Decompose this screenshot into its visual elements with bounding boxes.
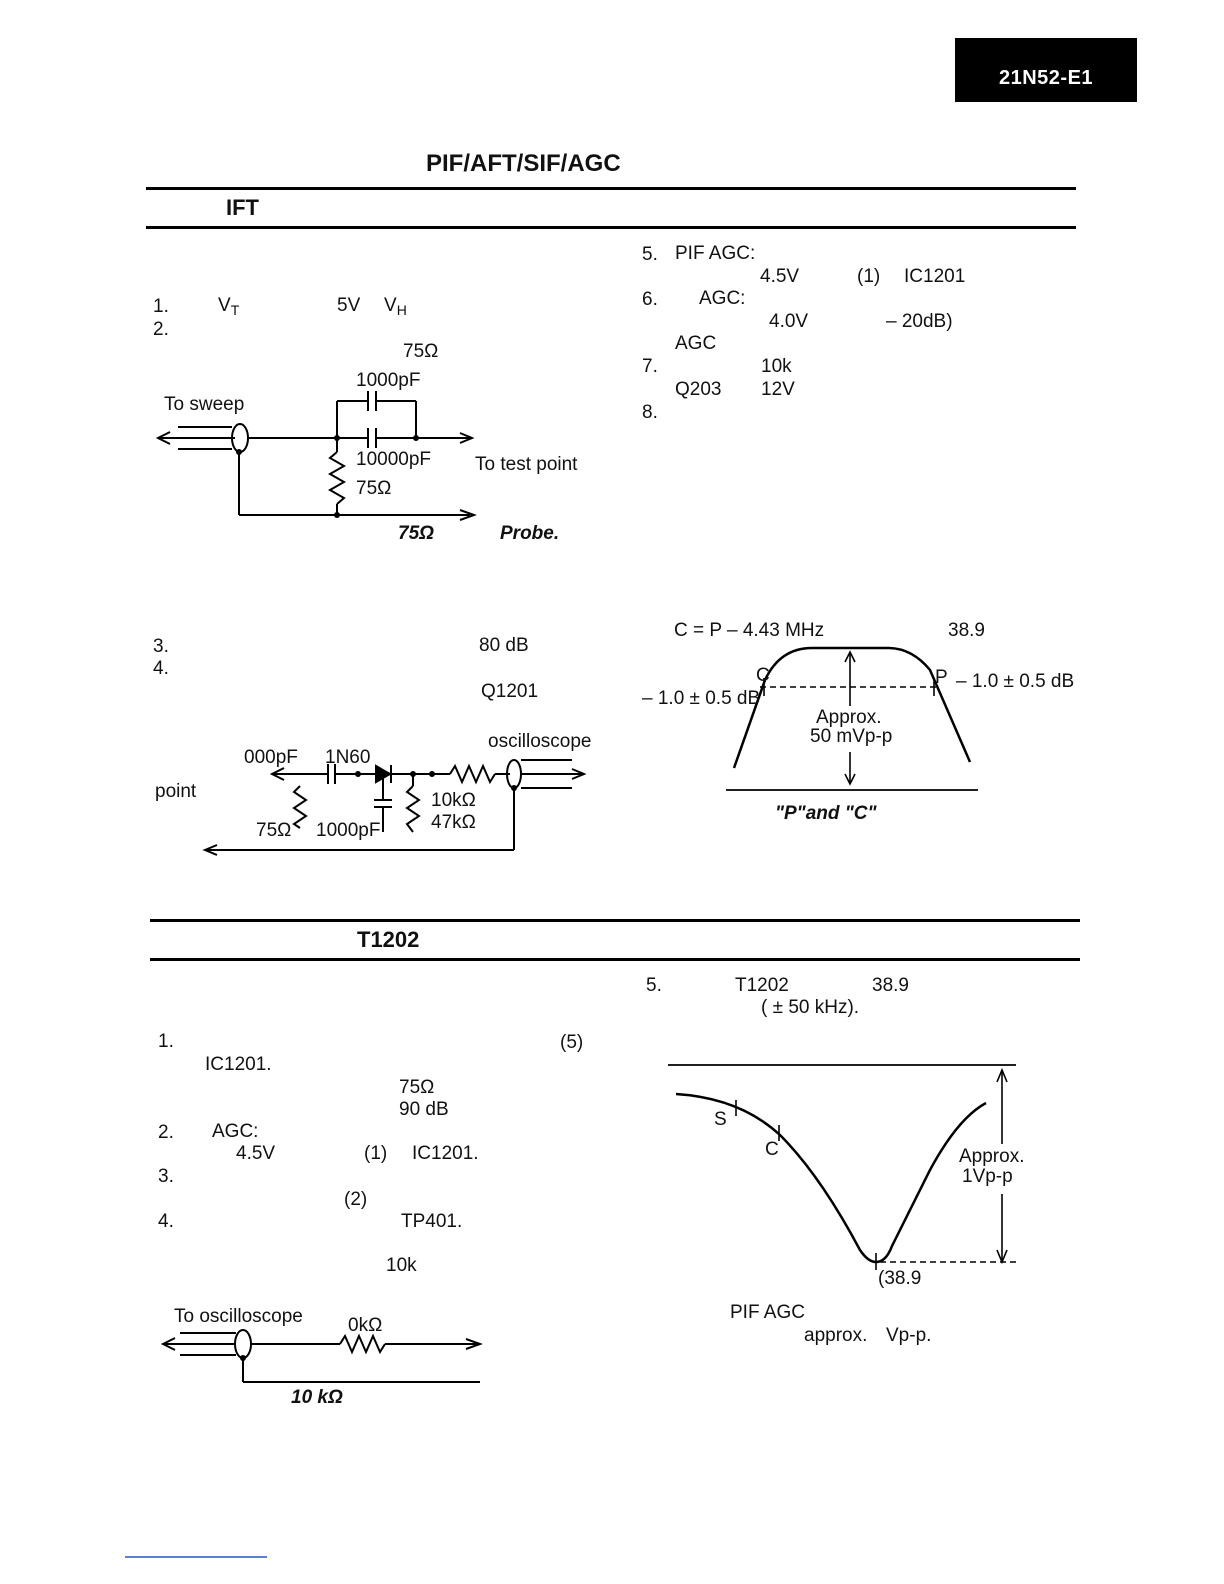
s1-step5-pin: (1) xyxy=(857,266,881,287)
s1-step1-num: 1. xyxy=(153,296,169,317)
fig2-oscilloscope: oscilloscope xyxy=(488,731,592,752)
s1-step3-value: 80 dB xyxy=(479,635,529,656)
s1-step4-num: 4. xyxy=(153,658,169,679)
s2-note-b: approx. xyxy=(804,1325,868,1346)
s1-step1-vh: $V_H$ xyxy=(384,295,407,318)
s1-step5-ic: IC1201 xyxy=(904,266,966,287)
curve1-right-db: – 1.0 ± 0.5 dB xyxy=(956,671,1075,692)
s2-step1-db: 90 dB xyxy=(399,1099,449,1120)
s2-step1-ic: IC1201. xyxy=(205,1054,272,1075)
s1-step1-5v: 5V xyxy=(337,295,361,316)
fig3-caption: 10 kΩ xyxy=(291,1387,343,1408)
s2-step3-pin: (2) xyxy=(344,1189,368,1210)
s2-step2-label: AGC: xyxy=(212,1121,259,1142)
s2-note-c: Vp-p. xyxy=(886,1325,932,1346)
fig3-to-osc: To oscilloscope xyxy=(174,1306,303,1327)
curve1-p-label: P xyxy=(935,667,948,688)
s2-step2-pin: (1) xyxy=(364,1143,388,1164)
fig1-r: 75Ω xyxy=(356,478,392,499)
s1-step5-num: 5. xyxy=(642,244,658,265)
s1-step5-v: 4.5V xyxy=(760,266,800,287)
s2-step1-num: 1. xyxy=(158,1031,174,1052)
s1-step6-agc: AGC xyxy=(675,333,717,354)
s2-step2-v: 4.5V xyxy=(236,1143,276,1164)
s1-step6-db: – 20dB) xyxy=(886,311,953,332)
s1-step1-vt: $V_T$ xyxy=(218,295,240,318)
s1-step7-num: 7. xyxy=(642,356,658,377)
fig3-r: 0kΩ xyxy=(348,1315,383,1336)
curve2-freq: (38.9 xyxy=(878,1268,922,1289)
s1-step7-q: Q203 xyxy=(675,379,722,400)
s2-step2-num: 2. xyxy=(158,1122,174,1143)
s1-step5-label: PIF AGC: xyxy=(675,243,756,264)
s1-step2-value: 75Ω xyxy=(403,341,439,362)
s2-step4-tp: TP401. xyxy=(401,1211,463,1232)
s2-step1-r: 75Ω xyxy=(399,1077,435,1098)
s2-step2-ic: IC1201. xyxy=(412,1143,479,1164)
footer-link-underline[interactable] xyxy=(125,1556,267,1558)
s1-step2-num: 2. xyxy=(153,319,169,340)
fig1-to-test-point: To test point xyxy=(475,454,578,475)
s1-step6-label: AGC: xyxy=(699,288,746,309)
fig1-c1: 1000pF xyxy=(356,370,421,391)
s2-step4-num: 4. xyxy=(158,1211,174,1232)
curve2-approx: Approx. xyxy=(959,1146,1025,1167)
curve1-c-label: C xyxy=(756,665,770,686)
section2-title: T1202 xyxy=(357,927,420,952)
s2-step5-num: 5. xyxy=(646,975,662,996)
curve1-approx: Approx. xyxy=(816,707,882,728)
s2-step5-t: T1202 xyxy=(735,975,789,996)
s1-step6-num: 6. xyxy=(642,289,658,310)
fig2-point: point xyxy=(155,781,197,802)
s1-step7-r: 10k xyxy=(761,356,792,377)
curve2-s: S xyxy=(714,1109,727,1130)
s1-step8-num: 8. xyxy=(642,402,658,423)
s2-step5-tol: ( ± 50 kHz). xyxy=(761,997,860,1018)
curve1-formula: C = P – 4.43 MHz xyxy=(674,620,825,641)
s2-note-a: PIF AGC xyxy=(730,1302,805,1323)
section1-title: IFT xyxy=(226,195,259,220)
fig1-to-sweep: To sweep xyxy=(164,394,245,415)
s2-step5-freq: 38.9 xyxy=(872,975,909,996)
doc-code: 21N52-E1 xyxy=(998,67,1094,89)
fig2-r2: 47kΩ xyxy=(431,812,476,833)
fig2-r3: 75Ω xyxy=(256,820,292,841)
curve1-left-db: – 1.0 ± 0.5 dB xyxy=(642,688,761,709)
fig1-c2: 10000pF xyxy=(356,449,432,470)
s1-step7-v: 12V xyxy=(761,379,795,400)
main-title: PIF/AFT/SIF/AGC xyxy=(426,150,621,177)
fig2-c1: 000pF xyxy=(244,747,298,768)
fig2-c2: 1000pF xyxy=(316,820,381,841)
s2-step4-r: 10k xyxy=(386,1255,417,1276)
fig2-diode: 1N60 xyxy=(325,747,371,768)
s1-step3-num: 3. xyxy=(153,636,169,657)
s1-step6-v: 4.0V xyxy=(769,311,809,332)
s1-step4-value: Q1201 xyxy=(481,681,539,702)
curve2-amp: 1Vp-p xyxy=(962,1166,1013,1187)
fig2-r1: 10kΩ xyxy=(431,790,476,811)
s2-step1-pin: (5) xyxy=(560,1032,584,1053)
curve1-caption: "P"and "C" xyxy=(775,803,877,824)
curve2-c: C xyxy=(765,1139,779,1160)
curve1-amp: 50 mVp-p xyxy=(810,726,893,747)
s2-step3-num: 3. xyxy=(158,1166,174,1187)
fig1-caption-probe: Probe. xyxy=(500,523,560,544)
curve1-freq: 38.9 xyxy=(948,620,985,641)
fig1-caption-value: 75Ω xyxy=(398,523,434,544)
